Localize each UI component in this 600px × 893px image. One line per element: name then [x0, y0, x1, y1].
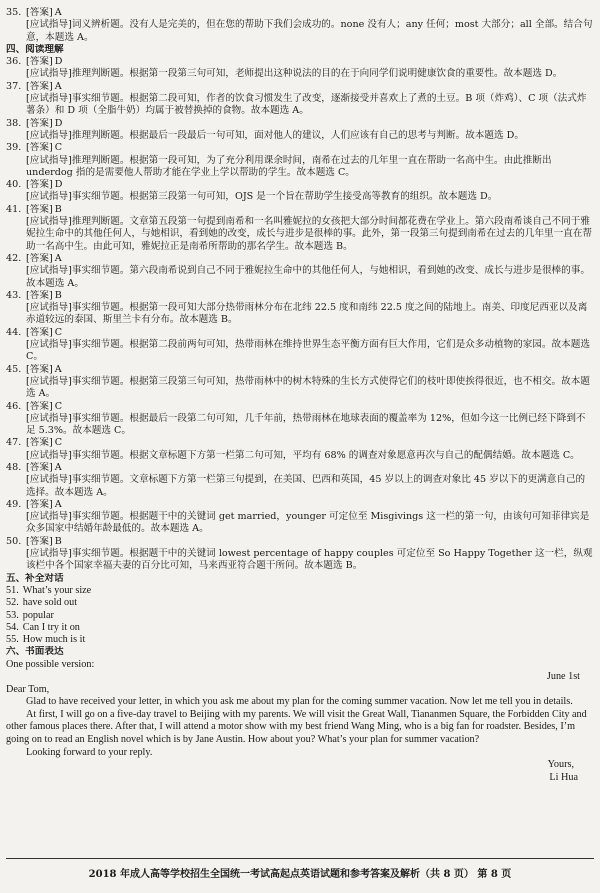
- letter-closing: Yours,: [547, 759, 574, 771]
- guide-row: [6, 339, 594, 364]
- sample-letter: [6, 671, 594, 784]
- dialogue-answer: [6, 597, 594, 609]
- guide-row: [6, 93, 594, 118]
- answer-row: [6, 179, 594, 191]
- letter-paragraph-2: At first, I will go on a five-day travel to Beijing with my parents. We will visit the Great Wall, Tiananmen Square, the Forbidden City and other famous places there. After that, I will attend a motor show with my best friend Wang Ming, who is a big fan for roadster. Besides, I’m going on to read an English novel which is by Jane Austin. How about you? What’s your plan for summer vacation?: [6, 708, 587, 745]
- question-number: 42.: [6, 252, 22, 264]
- guide-text: 事实细节题。根据第三段第一句可知，OJS 是一个旨在帮助学生接受高等教育的组织。故本题选 D。: [71, 191, 498, 203]
- guide-row: [6, 413, 594, 438]
- guide-row: [6, 376, 594, 401]
- answer-value: A: [54, 7, 62, 18]
- answer-value: C: [54, 142, 63, 154]
- answer-content: [6, 7, 594, 784]
- guide-text: 事实细节题。根据第二段可知，作者的饮食习惯发生了改变，逐渐接受并喜欢上了煮的土豆。B 项（炸鸡）、C 项（法式炸薯条）和 D 项（全脂牛奶）均属于被替换掉的食物。故本题选 A。: [26, 93, 587, 117]
- answers-reading-list: [6, 56, 594, 572]
- guide-label: [ 应试指导 ]: [26, 376, 72, 387]
- answer-row: [6, 253, 594, 265]
- answer-label: [ 答案 ]: [26, 253, 53, 264]
- guide-label: [ 应试指导 ]: [26, 474, 72, 485]
- section-writing-title: 六、书面表达: [6, 646, 64, 658]
- answer-value: B: [54, 203, 62, 215]
- guide-row: [6, 450, 594, 462]
- answer-label: [ 答案 ]: [26, 56, 53, 67]
- answer-value: A: [54, 363, 62, 375]
- answer-label: [ 答案 ]: [26, 118, 53, 129]
- answer-row: [6, 7, 594, 19]
- question-number: 43.: [6, 289, 22, 301]
- question-number: 45.: [6, 363, 22, 375]
- guide-text: 事实细节题。根据第二段前两句可知，热带雨林在维持世界生态平衡方面有巨大作用，它们是众多动植物的家园。故本题选 C。: [26, 339, 590, 363]
- question-number: 52.: [6, 597, 19, 609]
- page-footer: 2018 年成人高等学校招生全国统一考试高起点英语试题和参考答案及解析（共 8 页） 第 8 页: [6, 858, 594, 880]
- guide-label: [ 应试指导 ]: [26, 265, 72, 276]
- dialogue-answers-list: [6, 585, 594, 646]
- guide-text: 事实细节题。根据文章标题下方第一栏第二句可知，平均有 68% 的调查对象愿意再次与自己的配偶结婚。故本题选 C。: [71, 449, 580, 461]
- answer-value: C: [54, 326, 63, 338]
- question-number: 35.: [6, 7, 22, 18]
- guide-text: 事实细节题。根据题干中的关键词 lowest percentage of happy couples 可定位至 So Happy Together 这一栏，纵观该栏中各个国家幸福夫妻的百分比可知，马来西亚符合题干所问。故本题选 B。: [26, 548, 593, 572]
- answer-row: [6, 462, 594, 474]
- answers-top-list: [6, 7, 594, 44]
- guide-row: [6, 155, 594, 180]
- question-number: 47.: [6, 437, 22, 449]
- guide-row: [6, 548, 594, 573]
- guide-row: [6, 130, 594, 142]
- answer-row: [6, 290, 594, 302]
- guide-label: [ 应试指导 ]: [26, 339, 72, 350]
- guide-label: [ 应试指导 ]: [26, 548, 72, 559]
- guide-label: [ 应试指导 ]: [26, 68, 72, 79]
- answer-value: A: [54, 252, 62, 264]
- letter-paragraph-3: Looking forward to your reply.: [26, 746, 153, 758]
- answer-value: A: [54, 498, 62, 510]
- answer-label: [ 答案 ]: [26, 81, 53, 92]
- answer-row: [6, 142, 594, 154]
- question-number: 49.: [6, 498, 22, 510]
- question-number: 50.: [6, 535, 22, 547]
- answer-row: [6, 499, 594, 511]
- guide-label: [ 应试指导 ]: [26, 450, 72, 461]
- answer-row: [6, 56, 594, 68]
- answer-row: [6, 204, 594, 216]
- answer-label: [ 答案 ]: [26, 401, 53, 412]
- question-number: 46.: [6, 400, 22, 412]
- letter-signature: Li Hua: [549, 771, 578, 783]
- guide-text: 推理判断题。根据最后一段最后一句可知，面对他人的建议，人们应该有自己的思考与判断。故本题选 D。: [71, 129, 524, 141]
- answer-row: [6, 437, 594, 449]
- guide-row: [6, 19, 594, 44]
- answer-row: [6, 401, 594, 413]
- question-number: 38.: [6, 117, 22, 129]
- answer-label: [ 答案 ]: [26, 437, 53, 448]
- guide-text: 事实细节题。根据第三段第三句可知，热带雨林中的树木特殊的生长方式使得它们的枝叶即使挨得很近，也不相交。故本题选 A。: [26, 375, 590, 400]
- section-reading-title: 四、阅读理解: [6, 43, 64, 55]
- answer-value: D: [54, 117, 63, 129]
- guide-label: [ 应试指导 ]: [26, 93, 72, 104]
- question-number: 39.: [6, 142, 22, 154]
- answer-value: D: [54, 56, 63, 68]
- answer-value: C: [54, 437, 63, 449]
- question-number: 55.: [6, 634, 19, 646]
- answer-value: A: [54, 80, 62, 92]
- answer-value: D: [54, 179, 63, 191]
- dialogue-answer: [6, 610, 594, 622]
- guide-label: [ 应试指导 ]: [26, 130, 72, 141]
- guide-label: [ 应试指导 ]: [26, 216, 72, 227]
- answer-label: [ 答案 ]: [26, 142, 53, 153]
- answer-row: [6, 81, 594, 93]
- guide-row: [6, 474, 594, 499]
- letter-date: June 1st: [546, 671, 580, 683]
- guide-row: [6, 511, 594, 536]
- dialogue-text: What’s your size: [22, 584, 92, 596]
- question-number: 37.: [6, 80, 22, 92]
- dialogue-text: How much is it: [22, 634, 86, 646]
- question-number: 36.: [6, 56, 22, 68]
- guide-text: 推理判断题。根据第一段可知，为了充分利用课余时间，南希在过去的几年里一直在帮助一名高中生。由此推断出 underdog 指的是需要他人帮助才能在学业上学以帮助的学生。故本题选 C。: [26, 154, 552, 178]
- guide-text: 事实细节题。根据最后一段第二句可知，几千年前，热带雨林在地球表面的覆盖率为 12%，但如今这一比例已经下降到不足 5.3%。故本题选 C。: [26, 412, 586, 437]
- question-number: 48.: [6, 461, 22, 473]
- guide-label: [ 应试指导 ]: [26, 302, 72, 313]
- guide-text: 词义辨析题。没有人是完美的，但在您的帮助下我们会成功的。none 没有人；any 任何；most 大部分；all 全部。结合句意，本题选 A。: [26, 19, 593, 43]
- answer-label: [ 答案 ]: [26, 204, 53, 215]
- dialogue-text: popular: [22, 609, 54, 621]
- answer-row: [6, 118, 594, 130]
- guide-row: [6, 191, 594, 203]
- question-number: 41.: [6, 203, 22, 215]
- guide-label: [ 应试指导 ]: [26, 511, 72, 522]
- guide-text: 事实细节题。根据题干中的关键词 get married，younger 可定位至 Misgivings 这一栏的第一句，由该句可知菲律宾是众多国家中结婚年龄最低的。故本题选 A。: [26, 511, 590, 535]
- answer-value: B: [54, 535, 62, 547]
- guide-label: [ 应试指导 ]: [26, 155, 72, 166]
- guide-label: [ 应试指导 ]: [26, 19, 72, 30]
- guide-text: 事实细节题。第六段南希说到自己不同于雅妮拉生命中的其他任何人，与她相识，看到她的改变、成长与进步是很棒的事。故本题选 A。: [26, 265, 590, 289]
- letter-greeting: Dear Tom,: [6, 683, 50, 695]
- answer-label: [ 答案 ]: [26, 364, 53, 375]
- answer-label: [ 答案 ]: [26, 462, 53, 473]
- answer-label: [ 答案 ]: [26, 536, 53, 547]
- guide-row: [6, 216, 594, 253]
- answer-value: B: [54, 289, 62, 301]
- question-number: 44.: [6, 326, 22, 338]
- answer-row: [6, 536, 594, 548]
- guide-text: 事实细节题。文章标题下方第一栏第三句提到，在美国、巴西和英国，45 岁以上的调查对象比 45 岁以下的更满意自己的选择。故本题选 A。: [26, 474, 586, 498]
- guide-row: [6, 68, 594, 80]
- answer-label: [ 答案 ]: [26, 7, 53, 18]
- question-number: 51.: [6, 584, 19, 596]
- answer-label: [ 答案 ]: [26, 290, 53, 301]
- answer-row: [6, 327, 594, 339]
- guide-text: 推理判断题。文章第五段第一句提到南希和一名叫雅妮拉的女孩把大部分时间都花费在学业上。第六段南希谈自己不同于雅妮拉生命中的其他任何人，与她相识，看到她的改变，成长与进步是很棒的事。此外，第一段第三句提到南希在过去的几年里一直在帮助一名高中生。由此可知，雅妮拉正是南希所帮助的那名学生。故本题选 B。: [26, 216, 593, 252]
- answer-value: C: [54, 400, 63, 412]
- guide-text: 推理判断题。根据第一段第三句可知，老师提出这种说法的目的在于向同学们说明健康饮食的重要性。故本题选 D。: [71, 68, 563, 80]
- guide-text: 事实细节题。根据第一段可知大部分热带雨林分布在北纬 22.5 度和南纬 22.5 度之间的陆地上。南美、印度尼西亚以及离赤道较远的泰国、斯里兰卡有分布。故本题选 B。: [26, 302, 588, 326]
- guide-row: [6, 302, 594, 327]
- guide-label: [ 应试指导 ]: [26, 413, 72, 424]
- answer-label: [ 答案 ]: [26, 179, 53, 190]
- dialogue-answer: [6, 622, 594, 634]
- dialogue-text: Can I try it on: [22, 621, 80, 633]
- guide-label: [ 应试指导 ]: [26, 191, 72, 202]
- section-dialogue-title: 五、补全对话: [6, 572, 64, 584]
- answer-value: A: [54, 461, 62, 473]
- question-number: 40.: [6, 179, 22, 191]
- answer-row: [6, 364, 594, 376]
- version-label: One possible version:: [6, 658, 95, 670]
- dialogue-answer: [6, 585, 594, 597]
- dialogue-answer: [6, 634, 594, 646]
- answer-label: [ 答案 ]: [26, 327, 53, 338]
- answer-label: [ 答案 ]: [26, 499, 53, 510]
- question-number: 54.: [6, 621, 19, 633]
- dialogue-text: have sold out: [22, 597, 78, 609]
- guide-row: [6, 265, 594, 290]
- letter-paragraph-1: Glad to have received your letter, in which you ask me about my plan for the coming summer vacation. Now let me tell you in details.: [26, 696, 573, 708]
- question-number: 53.: [6, 609, 19, 621]
